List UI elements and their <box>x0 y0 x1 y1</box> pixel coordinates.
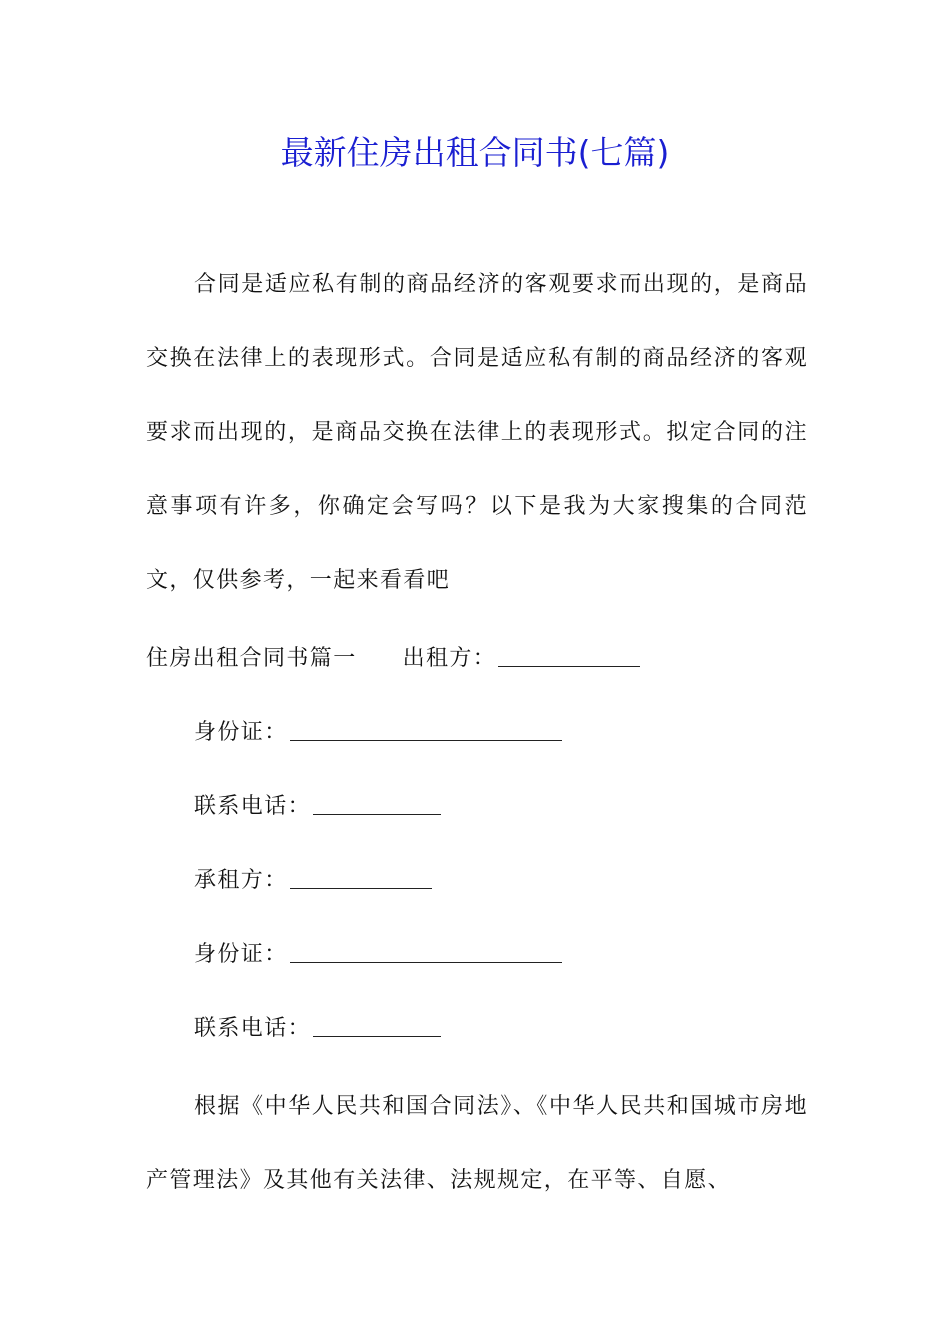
basis-paragraph: 根据《中华人民共和国合同法》、《中华人民共和国城市房地产管理法》及其他有关法律、法规规定，在平等、自愿、 <box>146 1094 808 1193</box>
document-title: 最新住房出租合同书(七篇) <box>280 133 670 172</box>
lessee-row <box>194 866 432 896</box>
lessee-label: 承租方： <box>194 868 288 893</box>
lessee-id-label: 身份证： <box>194 942 288 967</box>
lessee-phone-label: 联系电话： <box>194 1016 312 1041</box>
basis-block <box>146 1070 808 1218</box>
lessee-phone-row <box>194 1014 441 1044</box>
lessee-blank <box>290 866 432 889</box>
lessor-id-blank <box>290 718 562 741</box>
section-heading-row <box>146 644 640 674</box>
section-heading: 住房出租合同书篇一 <box>146 646 357 671</box>
lessee-phone-blank <box>313 1014 441 1037</box>
intro-block <box>146 248 808 618</box>
lessor-id-row <box>194 718 562 748</box>
lessor-blank <box>498 644 640 667</box>
lessor-phone-blank <box>313 792 441 815</box>
intro-paragraph: 合同是适应私有制的商品经济的客观要求而出现的，是商品交换在法律上的表现形式。合同是适应私有制的商品经济的客观要求而出现的，是商品交换在法律上的表现形式。拟定合同的注意事项有许多，你确定会写吗？以下是我为大家搜集的合同范文，仅供参考，一起来看看吧 <box>146 272 808 593</box>
lessor-label: 出租方： <box>402 646 497 671</box>
lessee-id-blank <box>290 940 562 963</box>
lessor-phone-row <box>194 792 441 822</box>
lessor-phone-label: 联系电话： <box>194 794 312 819</box>
lessor-id-label: 身份证： <box>194 720 288 745</box>
lessee-id-row <box>194 940 562 970</box>
